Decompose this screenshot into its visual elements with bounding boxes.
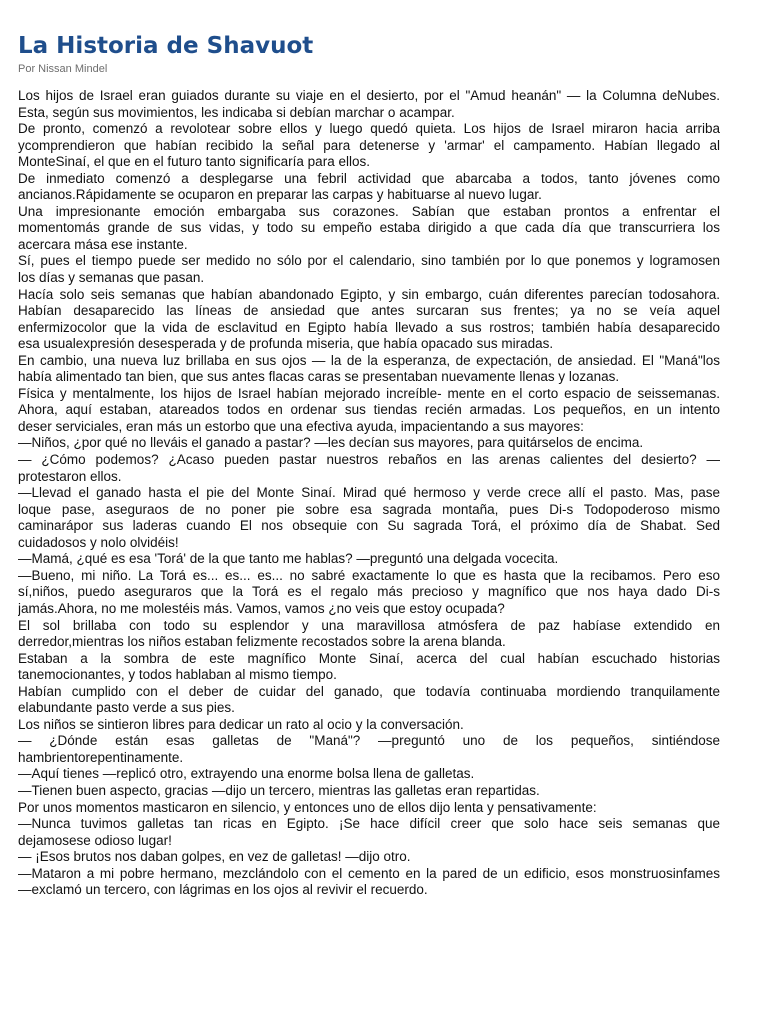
text-line: —Nunca tuvimos galletas tan ricas en Egipto. ¡Se hace difícil creer que solo hace seis semanas que bbox=[18, 816, 720, 832]
document-title: La Historia de Shavuot bbox=[18, 33, 314, 59]
text-line: MonteSinaí, el que en el futuro tanto significaría para ellos. bbox=[18, 154, 370, 170]
text-line: — ¡Esos brutos nos daban golpes, en vez de galletas! —dijo otro. bbox=[18, 849, 411, 865]
text-line: ancianos.Rápidamente se ocuparon en preparar las carpas y habituarse al nuevo lugar. bbox=[18, 187, 542, 203]
text-line: Esta, según sus movimientos, les indicaba si debían marchar o acampar. bbox=[18, 104, 455, 120]
text-line: dejamosese odioso lugar! bbox=[18, 832, 172, 848]
text-line: Habían desaparecido las líneas de ansiedad que antes surcaran sus frentes; ya no se veía aquel bbox=[18, 303, 720, 319]
text-line: — ¿Dónde están esas galletas de "Maná"? —preguntó uno de los pequeños, sintiéndose bbox=[18, 733, 720, 749]
text-line: —Aquí tienes —replicó otro, extrayendo una enorme bolsa llena de galletas. bbox=[18, 766, 475, 782]
text-line: enfermizocolor que la vida de esclavitud en Egipto había llevado a sus rostros; también había desaparecido bbox=[18, 319, 720, 335]
text-line: —Niños, ¿por qué no lleváis el ganado a pastar? —les decían sus mayores, para quitárselos de encima. bbox=[18, 435, 644, 451]
text-line: cuidadosos y nolo olvidéis! bbox=[18, 534, 179, 550]
text-line: —Llevad el ganado hasta el pie del Monte Sinaí. Mirad qué hermoso y verde crece allí el pasto. Mas, pase bbox=[18, 485, 720, 501]
text-line: Sí, pues el tiempo puede ser medido no sólo por el calendario, sino también por lo que ponemos y logramosen bbox=[18, 253, 720, 269]
text-line: Habían cumplido con el deber de cuidar del ganado, que todavía continuaba mordiendo tranquilamente bbox=[18, 683, 720, 699]
text-line: —Mataron a mi pobre hermano, mezclándolo con el cemento en la pared de un edificio, esos monstruosinfames bbox=[18, 865, 720, 881]
text-line: Ahora, aquí estaban, atareados todos en ordenar sus tiendas recién armadas. Los pequeños, en un intento bbox=[18, 402, 720, 418]
text-line: De pronto, comenzó a revolotear sobre ellos y luego quedó quieta. Los hijos de Israel miraron hacia arriba bbox=[18, 121, 720, 137]
document-body bbox=[18, 88, 720, 899]
text-line: Una impresionante emoción embargaba sus corazones. Sabían que estaban prontos a enfrentar el bbox=[18, 203, 720, 219]
text-line: — ¿Cómo podemos? ¿Acaso pueden pastar nuestros rebaños en las arenas calientes del desierto? — bbox=[18, 452, 720, 468]
text-line: En cambio, una nueva luz brillaba en sus ojos — la de la esperanza, de expectación, de ansiedad. El "Maná"los bbox=[18, 352, 720, 368]
text-line: Estaban a la sombra de este magnífico Monte Sinaí, acerca del cual habían escuchado historias bbox=[18, 650, 720, 666]
text-line: —Tienen buen aspecto, gracias —dijo un tercero, mientras las galletas eran repartidas. bbox=[18, 782, 540, 798]
text-line: esa usualexpresión desesperada y de profunda miseria, que había opacado sus miradas. bbox=[18, 336, 554, 352]
text-line: loque pase, aseguraos de no poner pie sobre esa sagrada montaña, pues Di-s Todopoderoso mismo bbox=[18, 501, 720, 517]
text-line: Física y mentalmente, los hijos de Israel habían mejorado increíble- mente en el corto espacio de seissemanas. bbox=[18, 385, 720, 401]
text-line: Hacía solo seis semanas que habían abandonado Egipto, y sin embargo, cuán diferentes parecían todosahora. bbox=[18, 286, 720, 302]
text-line: derredor,mientras los niños estaban felizmente recostados sobre la arena blanda. bbox=[18, 634, 506, 650]
text-line: De inmediato comenzó a desplegarse una febril actividad que abarcaba a todos, tanto jóvenes como bbox=[18, 170, 720, 186]
text-line: ycomprendieron que habían recibido la señal para detenerse y 'armar' el campamento. Habían llegado al bbox=[18, 137, 720, 153]
text-line: acercara mása ese instante. bbox=[18, 236, 188, 252]
text-line: —Bueno, mi niño. La Torá es... es... es... no sabré exactamente lo que es hasta que la recibamos. Pero eso bbox=[18, 567, 720, 583]
text-line: Por unos momentos masticaron en silencio, y entonces uno de ellos dijo lenta y pensativamente: bbox=[18, 799, 597, 815]
text-line: Los hijos de Israel eran guiados durante su viaje en el desierto, por el "Amud heanán" — la Columna deNubes. bbox=[18, 88, 720, 103]
text-line: los días y semanas que pasan. bbox=[18, 270, 205, 286]
text-line: momentomás grande de sus vidas, y todo su empeño estaba dirigido a que cada día que transcurriera los bbox=[18, 220, 720, 236]
text-line: había alimentado tan bien, que sus antes flacas caras se presentaban nuevamente llenas y lozanas. bbox=[18, 369, 620, 385]
document-byline: Por Nissan Mindel bbox=[18, 63, 108, 75]
text-line: hambrientorepentinamente. bbox=[18, 749, 184, 765]
document-page bbox=[18, 30, 720, 899]
text-line: sí,niños, puedo aseguraros que la Torá es el regalo más precioso y magnífico que nos haya dado Di-s bbox=[18, 584, 720, 600]
text-line: protestaron ellos. bbox=[18, 468, 122, 484]
text-line: —exclamó un tercero, con lágrimas en los ojos al revivir el recuerdo. bbox=[18, 882, 428, 898]
text-line: tanemocionantes, y todos hablaban al mismo tiempo. bbox=[18, 667, 337, 683]
text-line: —Mamá, ¿qué es esa 'Torá' de la que tanto me hablas? —preguntó una delgada vocecita. bbox=[18, 551, 559, 567]
text-line: El sol brillaba con todo su esplendor y una maravillosa atmósfera de paz habíase extendido en bbox=[18, 617, 720, 633]
text-line: elabundante pasto verde a sus pies. bbox=[18, 700, 235, 716]
text-line: jamás.Ahora, no me molestéis más. Vamos, vamos ¿no veis que estoy ocupada? bbox=[18, 600, 505, 616]
text-line: caminarápor sus laderas cuando El nos obsequie con Su sagrada Torá, el próximo día de Shabat. Sed bbox=[18, 518, 720, 534]
text-line: deser serviciales, eran más un estorbo que una efectiva ayuda, impacientando a sus mayores: bbox=[18, 418, 584, 434]
text-line: Los niños se sintieron libres para dedicar un rato al ocio y la conversación. bbox=[18, 716, 464, 732]
